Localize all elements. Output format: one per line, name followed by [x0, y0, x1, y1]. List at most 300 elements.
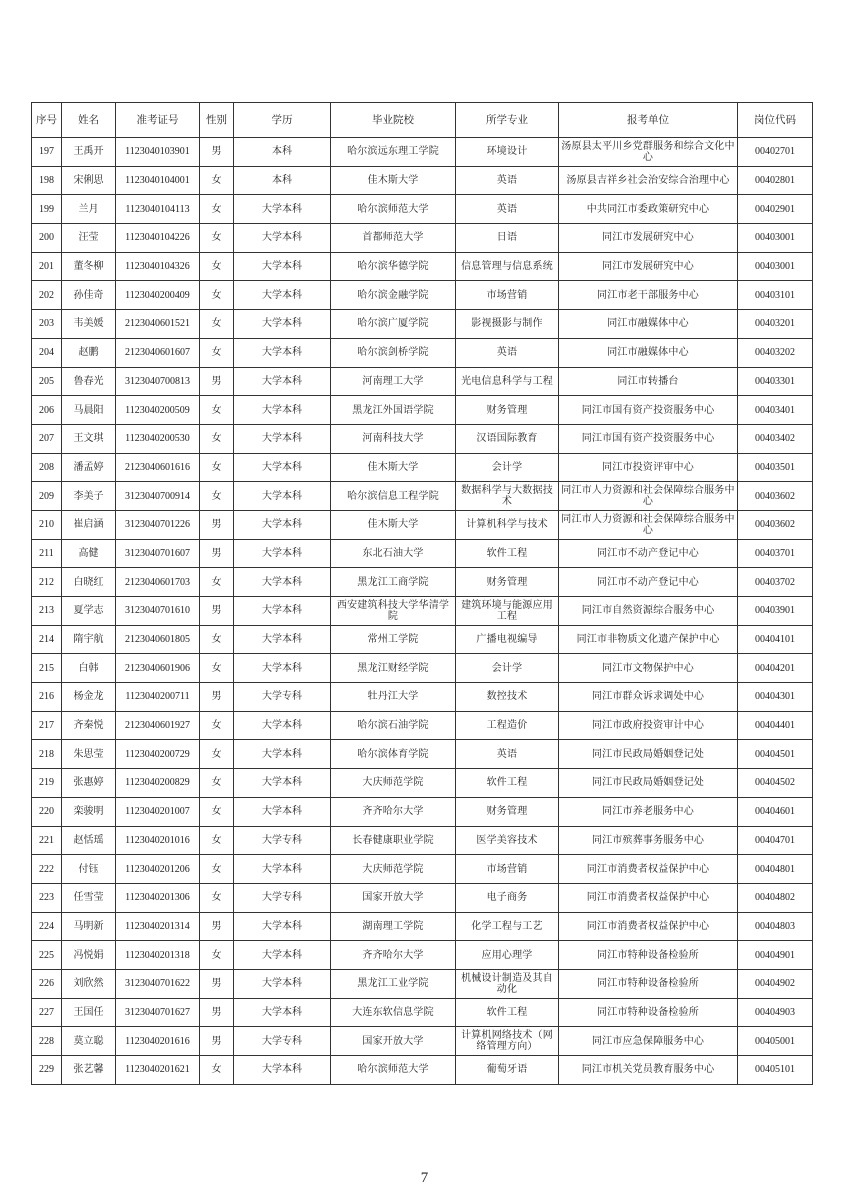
cell-ticket: 3123040701627 [116, 998, 200, 1027]
cell-major: 建筑环境与能源应用工程 [456, 597, 559, 626]
cell-major: 数控技术 [456, 683, 559, 712]
table-row [32, 855, 813, 884]
cell-gender: 男 [200, 683, 234, 712]
cell-major: 工程造价 [456, 711, 559, 740]
cell-gender: 女 [200, 625, 234, 654]
cell-school: 哈尔滨石油学院 [331, 711, 456, 740]
cell-education: 大学本科 [234, 1056, 331, 1085]
cell-name: 王国任 [62, 998, 116, 1027]
cell-code: 00404903 [738, 998, 813, 1027]
cell-major: 财务管理 [456, 568, 559, 597]
cell-code: 00404502 [738, 769, 813, 798]
cell-ticket: 1123040201318 [116, 941, 200, 970]
cell-name: 高健 [62, 539, 116, 568]
cell-school: 哈尔滨剑桥学院 [331, 338, 456, 367]
cell-major: 机械设计制造及其自动化 [456, 969, 559, 998]
cell-gender: 女 [200, 654, 234, 683]
cell-school: 国家开放大学 [331, 1027, 456, 1056]
table-row [32, 367, 813, 396]
cell-major: 数据科学与大数据技术 [456, 482, 559, 511]
cell-gender: 女 [200, 855, 234, 884]
cell-seq: 208 [32, 453, 62, 482]
cell-seq: 227 [32, 998, 62, 1027]
cell-seq: 197 [32, 138, 62, 167]
cell-unit: 同江市消费者权益保护中心 [559, 883, 738, 912]
table-row [32, 711, 813, 740]
cell-ticket: 2123040601703 [116, 568, 200, 597]
cell-name: 赵恬瑶 [62, 826, 116, 855]
cell-education: 大学专科 [234, 683, 331, 712]
cell-seq: 212 [32, 568, 62, 597]
page-number: 7 [420, 1170, 429, 1186]
cell-major: 英语 [456, 195, 559, 224]
cell-gender: 女 [200, 711, 234, 740]
cell-name: 白韩 [62, 654, 116, 683]
cell-major: 英语 [456, 740, 559, 769]
cell-name: 任雪莹 [62, 883, 116, 912]
cell-major: 财务管理 [456, 396, 559, 425]
cell-seq: 209 [32, 482, 62, 511]
cell-school: 佳木斯大学 [331, 166, 456, 195]
cell-gender: 男 [200, 367, 234, 396]
cell-gender: 男 [200, 969, 234, 998]
cell-seq: 210 [32, 510, 62, 539]
cell-unit: 同江市特种设备检验所 [559, 941, 738, 970]
cell-education: 大学本科 [234, 998, 331, 1027]
cell-education: 大学本科 [234, 711, 331, 740]
cell-code: 00403602 [738, 510, 813, 539]
cell-education: 本科 [234, 166, 331, 195]
cell-unit: 同江市消费者权益保护中心 [559, 912, 738, 941]
cell-gender: 女 [200, 396, 234, 425]
cell-ticket: 1123040201007 [116, 797, 200, 826]
cell-education: 大学本科 [234, 510, 331, 539]
cell-ticket: 1123040201016 [116, 826, 200, 855]
cell-major: 汉语国际教育 [456, 424, 559, 453]
cell-name: 隋宇航 [62, 625, 116, 654]
cell-education: 大学本科 [234, 941, 331, 970]
table-row [32, 769, 813, 798]
cell-code: 00404901 [738, 941, 813, 970]
cell-school: 国家开放大学 [331, 883, 456, 912]
table-row [32, 310, 813, 339]
cell-code: 00403202 [738, 338, 813, 367]
cell-seq: 229 [32, 1056, 62, 1085]
cell-ticket: 2123040601616 [116, 453, 200, 482]
roster-body [32, 138, 813, 1085]
cell-code: 00402901 [738, 195, 813, 224]
header-unit: 报考单位 [559, 103, 738, 138]
cell-name: 崔启涵 [62, 510, 116, 539]
cell-education: 大学本科 [234, 195, 331, 224]
cell-school: 黑龙江工商学院 [331, 568, 456, 597]
cell-code: 00404501 [738, 740, 813, 769]
cell-name: 刘欣然 [62, 969, 116, 998]
table-row [32, 138, 813, 167]
cell-gender: 女 [200, 769, 234, 798]
cell-education: 大学本科 [234, 797, 331, 826]
cell-unit: 同江市机关党员教育服务中心 [559, 1056, 738, 1085]
cell-education: 大学本科 [234, 969, 331, 998]
cell-name: 王文琪 [62, 424, 116, 453]
table-row [32, 683, 813, 712]
table-row [32, 166, 813, 195]
cell-unit: 同江市特种设备检验所 [559, 969, 738, 998]
cell-gender: 女 [200, 1056, 234, 1085]
cell-name: 杨金龙 [62, 683, 116, 712]
cell-code: 00403101 [738, 281, 813, 310]
cell-gender: 男 [200, 597, 234, 626]
cell-unit: 同江市文物保护中心 [559, 654, 738, 683]
cell-gender: 女 [200, 281, 234, 310]
cell-code: 00404101 [738, 625, 813, 654]
cell-school: 哈尔滨师范大学 [331, 1056, 456, 1085]
cell-gender: 女 [200, 310, 234, 339]
cell-unit: 同江市投资评审中心 [559, 453, 738, 482]
cell-code: 00403602 [738, 482, 813, 511]
cell-name: 韦美媛 [62, 310, 116, 339]
table-row [32, 568, 813, 597]
cell-gender: 男 [200, 539, 234, 568]
cell-ticket: 1123040201206 [116, 855, 200, 884]
cell-education: 大学本科 [234, 740, 331, 769]
cell-major: 市场营销 [456, 855, 559, 884]
header-seq: 序号 [32, 103, 62, 138]
cell-ticket: 2123040601607 [116, 338, 200, 367]
cell-major: 英语 [456, 338, 559, 367]
cell-seq: 203 [32, 310, 62, 339]
cell-ticket: 2123040601521 [116, 310, 200, 339]
cell-unit: 同江市民政局婚姻登记处 [559, 769, 738, 798]
cell-education: 大学专科 [234, 1027, 331, 1056]
cell-seq: 222 [32, 855, 62, 884]
cell-education: 大学本科 [234, 281, 331, 310]
cell-major: 财务管理 [456, 797, 559, 826]
cell-seq: 225 [32, 941, 62, 970]
cell-major: 影视摄影与制作 [456, 310, 559, 339]
cell-code: 00403401 [738, 396, 813, 425]
cell-ticket: 1123040201616 [116, 1027, 200, 1056]
cell-school: 湖南理工学院 [331, 912, 456, 941]
cell-school: 东北石油大学 [331, 539, 456, 568]
cell-code: 00403501 [738, 453, 813, 482]
header-education: 学历 [234, 103, 331, 138]
cell-seq: 226 [32, 969, 62, 998]
cell-ticket: 2123040601927 [116, 711, 200, 740]
cell-code: 00403201 [738, 310, 813, 339]
cell-major: 光电信息科学与工程 [456, 367, 559, 396]
cell-name: 张艺馨 [62, 1056, 116, 1085]
cell-ticket: 3123040700813 [116, 367, 200, 396]
cell-seq: 207 [32, 424, 62, 453]
cell-school: 河南科技大学 [331, 424, 456, 453]
cell-ticket: 1123040201306 [116, 883, 200, 912]
cell-school: 首都师范大学 [331, 224, 456, 253]
cell-gender: 女 [200, 453, 234, 482]
cell-school: 佳木斯大学 [331, 510, 456, 539]
cell-school: 齐齐哈尔大学 [331, 941, 456, 970]
cell-seq: 213 [32, 597, 62, 626]
cell-code: 00404201 [738, 654, 813, 683]
header-major: 所学专业 [456, 103, 559, 138]
cell-seq: 214 [32, 625, 62, 654]
cell-seq: 204 [32, 338, 62, 367]
cell-unit: 同江市群众诉求调处中心 [559, 683, 738, 712]
cell-unit: 汤原县吉祥乡社会治安综合治理中心 [559, 166, 738, 195]
cell-major: 软件工程 [456, 769, 559, 798]
cell-major: 葡萄牙语 [456, 1056, 559, 1085]
cell-unit: 同江市不动产登记中心 [559, 568, 738, 597]
cell-major: 环境设计 [456, 138, 559, 167]
cell-unit: 同江市国有资产投资服务中心 [559, 396, 738, 425]
cell-unit: 同江市转播台 [559, 367, 738, 396]
table-row [32, 826, 813, 855]
cell-unit: 同江市人力资源和社会保障综合服务中心 [559, 510, 738, 539]
table-row [32, 625, 813, 654]
cell-code: 00403001 [738, 224, 813, 253]
cell-name: 王禹开 [62, 138, 116, 167]
cell-school: 哈尔滨体育学院 [331, 740, 456, 769]
cell-unit: 同江市国有资产投资服务中心 [559, 424, 738, 453]
cell-name: 董冬柳 [62, 252, 116, 281]
cell-code: 00402701 [738, 138, 813, 167]
cell-education: 大学本科 [234, 568, 331, 597]
cell-ticket: 1123040103901 [116, 138, 200, 167]
cell-unit: 同江市殡葬事务服务中心 [559, 826, 738, 855]
cell-unit: 同江市非物质文化遗产保护中心 [559, 625, 738, 654]
cell-code: 00403402 [738, 424, 813, 453]
cell-gender: 男 [200, 510, 234, 539]
cell-school: 哈尔滨金融学院 [331, 281, 456, 310]
cell-seq: 216 [32, 683, 62, 712]
cell-school: 哈尔滨广厦学院 [331, 310, 456, 339]
cell-education: 大学本科 [234, 338, 331, 367]
cell-unit: 同江市发展研究中心 [559, 224, 738, 253]
cell-seq: 199 [32, 195, 62, 224]
cell-school: 佳木斯大学 [331, 453, 456, 482]
cell-seq: 218 [32, 740, 62, 769]
cell-school: 大庆师范学院 [331, 769, 456, 798]
cell-school: 齐齐哈尔大学 [331, 797, 456, 826]
cell-unit: 同江市特种设备检验所 [559, 998, 738, 1027]
table-row [32, 941, 813, 970]
cell-seq: 228 [32, 1027, 62, 1056]
cell-major: 计算机网络技术（网络管理方向） [456, 1027, 559, 1056]
cell-school: 大连东软信息学院 [331, 998, 456, 1027]
table-row [32, 510, 813, 539]
cell-unit: 同江市老干部服务中心 [559, 281, 738, 310]
cell-unit: 同江市融媒体中心 [559, 338, 738, 367]
cell-gender: 男 [200, 998, 234, 1027]
cell-gender: 男 [200, 138, 234, 167]
cell-education: 大学专科 [234, 883, 331, 912]
cell-seq: 224 [32, 912, 62, 941]
cell-school: 河南理工大学 [331, 367, 456, 396]
cell-gender: 女 [200, 482, 234, 511]
cell-major: 化学工程与工艺 [456, 912, 559, 941]
header-ticket: 准考证号 [116, 103, 200, 138]
cell-school: 西安建筑科技大学华清学院 [331, 597, 456, 626]
cell-gender: 女 [200, 797, 234, 826]
cell-seq: 221 [32, 826, 62, 855]
cell-name: 潘孟婷 [62, 453, 116, 482]
cell-code: 00403301 [738, 367, 813, 396]
cell-name: 赵鹏 [62, 338, 116, 367]
cell-education: 大学本科 [234, 310, 331, 339]
cell-school: 黑龙江工业学院 [331, 969, 456, 998]
cell-ticket: 1123040104326 [116, 252, 200, 281]
cell-major: 会计学 [456, 453, 559, 482]
table-row [32, 597, 813, 626]
cell-ticket: 1123040104226 [116, 224, 200, 253]
cell-school: 哈尔滨信息工程学院 [331, 482, 456, 511]
cell-unit: 中共同江市委政策研究中心 [559, 195, 738, 224]
table-row [32, 797, 813, 826]
cell-school: 哈尔滨华德学院 [331, 252, 456, 281]
cell-code: 00402801 [738, 166, 813, 195]
cell-education: 大学本科 [234, 625, 331, 654]
cell-unit: 同江市融媒体中心 [559, 310, 738, 339]
cell-seq: 211 [32, 539, 62, 568]
table-row [32, 252, 813, 281]
cell-gender: 女 [200, 740, 234, 769]
cell-school: 黑龙江财经学院 [331, 654, 456, 683]
header-name: 姓名 [62, 103, 116, 138]
cell-seq: 219 [32, 769, 62, 798]
cell-unit: 同江市不动产登记中心 [559, 539, 738, 568]
cell-name: 马晨阳 [62, 396, 116, 425]
cell-major: 软件工程 [456, 539, 559, 568]
cell-gender: 女 [200, 195, 234, 224]
header-gender: 性别 [200, 103, 234, 138]
cell-name: 齐秦悦 [62, 711, 116, 740]
cell-major: 信息管理与信息系统 [456, 252, 559, 281]
cell-school: 哈尔滨师范大学 [331, 195, 456, 224]
cell-code: 00405101 [738, 1056, 813, 1085]
table-row [32, 424, 813, 453]
cell-name: 栾骏明 [62, 797, 116, 826]
cell-code: 00404802 [738, 883, 813, 912]
cell-seq: 220 [32, 797, 62, 826]
cell-seq: 223 [32, 883, 62, 912]
table-row [32, 740, 813, 769]
cell-major: 会计学 [456, 654, 559, 683]
cell-ticket: 1123040200409 [116, 281, 200, 310]
cell-ticket: 1123040200829 [116, 769, 200, 798]
cell-major: 市场营销 [456, 281, 559, 310]
cell-school: 牡丹江大学 [331, 683, 456, 712]
cell-unit: 同江市政府投资审计中心 [559, 711, 738, 740]
table-row [32, 998, 813, 1027]
cell-education: 大学本科 [234, 855, 331, 884]
cell-education: 大学本科 [234, 224, 331, 253]
cell-ticket: 1123040104001 [116, 166, 200, 195]
header-code: 岗位代码 [738, 103, 813, 138]
cell-seq: 200 [32, 224, 62, 253]
cell-unit: 同江市养老服务中心 [559, 797, 738, 826]
header-row [32, 103, 813, 138]
cell-name: 李美子 [62, 482, 116, 511]
cell-unit: 同江市自然资源综合服务中心 [559, 597, 738, 626]
cell-seq: 202 [32, 281, 62, 310]
cell-ticket: 3123040701610 [116, 597, 200, 626]
cell-education: 大学本科 [234, 539, 331, 568]
cell-code: 00404401 [738, 711, 813, 740]
cell-major: 计算机科学与技术 [456, 510, 559, 539]
cell-gender: 女 [200, 224, 234, 253]
cell-code: 00403701 [738, 539, 813, 568]
cell-code: 00403001 [738, 252, 813, 281]
cell-unit: 汤原县太平川乡党群服务和综合文化中心 [559, 138, 738, 167]
cell-school: 大庆师范学院 [331, 855, 456, 884]
cell-ticket: 3123040700914 [116, 482, 200, 511]
table-row [32, 195, 813, 224]
cell-unit: 同江市消费者权益保护中心 [559, 855, 738, 884]
cell-name: 朱思莹 [62, 740, 116, 769]
table-row [32, 224, 813, 253]
table-row [32, 453, 813, 482]
cell-seq: 215 [32, 654, 62, 683]
cell-education: 大学本科 [234, 424, 331, 453]
cell-seq: 205 [32, 367, 62, 396]
cell-ticket: 1123040200729 [116, 740, 200, 769]
cell-name: 宋俐思 [62, 166, 116, 195]
cell-name: 鲁春光 [62, 367, 116, 396]
cell-name: 付钰 [62, 855, 116, 884]
cell-code: 00404803 [738, 912, 813, 941]
cell-education: 大学专科 [234, 826, 331, 855]
cell-code: 00404601 [738, 797, 813, 826]
cell-ticket: 3123040701622 [116, 969, 200, 998]
cell-code: 00403901 [738, 597, 813, 626]
cell-school: 哈尔滨远东理工学院 [331, 138, 456, 167]
cell-ticket: 3123040701226 [116, 510, 200, 539]
cell-code: 00405001 [738, 1027, 813, 1056]
cell-gender: 女 [200, 568, 234, 597]
cell-school: 长春健康职业学院 [331, 826, 456, 855]
cell-ticket: 1123040104113 [116, 195, 200, 224]
cell-education: 本科 [234, 138, 331, 167]
cell-unit: 同江市人力资源和社会保障综合服务中心 [559, 482, 738, 511]
cell-gender: 女 [200, 338, 234, 367]
cell-name: 汪莹 [62, 224, 116, 253]
table-row [32, 338, 813, 367]
cell-major: 医学美容技术 [456, 826, 559, 855]
cell-major: 电子商务 [456, 883, 559, 912]
cell-unit: 同江市民政局婚姻登记处 [559, 740, 738, 769]
cell-school: 黑龙江外国语学院 [331, 396, 456, 425]
cell-unit: 同江市应急保障服务中心 [559, 1027, 738, 1056]
cell-name: 马明新 [62, 912, 116, 941]
cell-major: 日语 [456, 224, 559, 253]
cell-ticket: 1123040201621 [116, 1056, 200, 1085]
cell-education: 大学本科 [234, 654, 331, 683]
cell-ticket: 1123040201314 [116, 912, 200, 941]
cell-ticket: 2123040601906 [116, 654, 200, 683]
table-row [32, 912, 813, 941]
cell-major: 英语 [456, 166, 559, 195]
cell-school: 常州工学院 [331, 625, 456, 654]
cell-name: 冯悦娟 [62, 941, 116, 970]
cell-gender: 女 [200, 883, 234, 912]
cell-seq: 217 [32, 711, 62, 740]
cell-name: 莫立聪 [62, 1027, 116, 1056]
table-row [32, 883, 813, 912]
cell-seq: 198 [32, 166, 62, 195]
header-school: 毕业院校 [331, 103, 456, 138]
cell-gender: 女 [200, 941, 234, 970]
table-row [32, 1056, 813, 1085]
